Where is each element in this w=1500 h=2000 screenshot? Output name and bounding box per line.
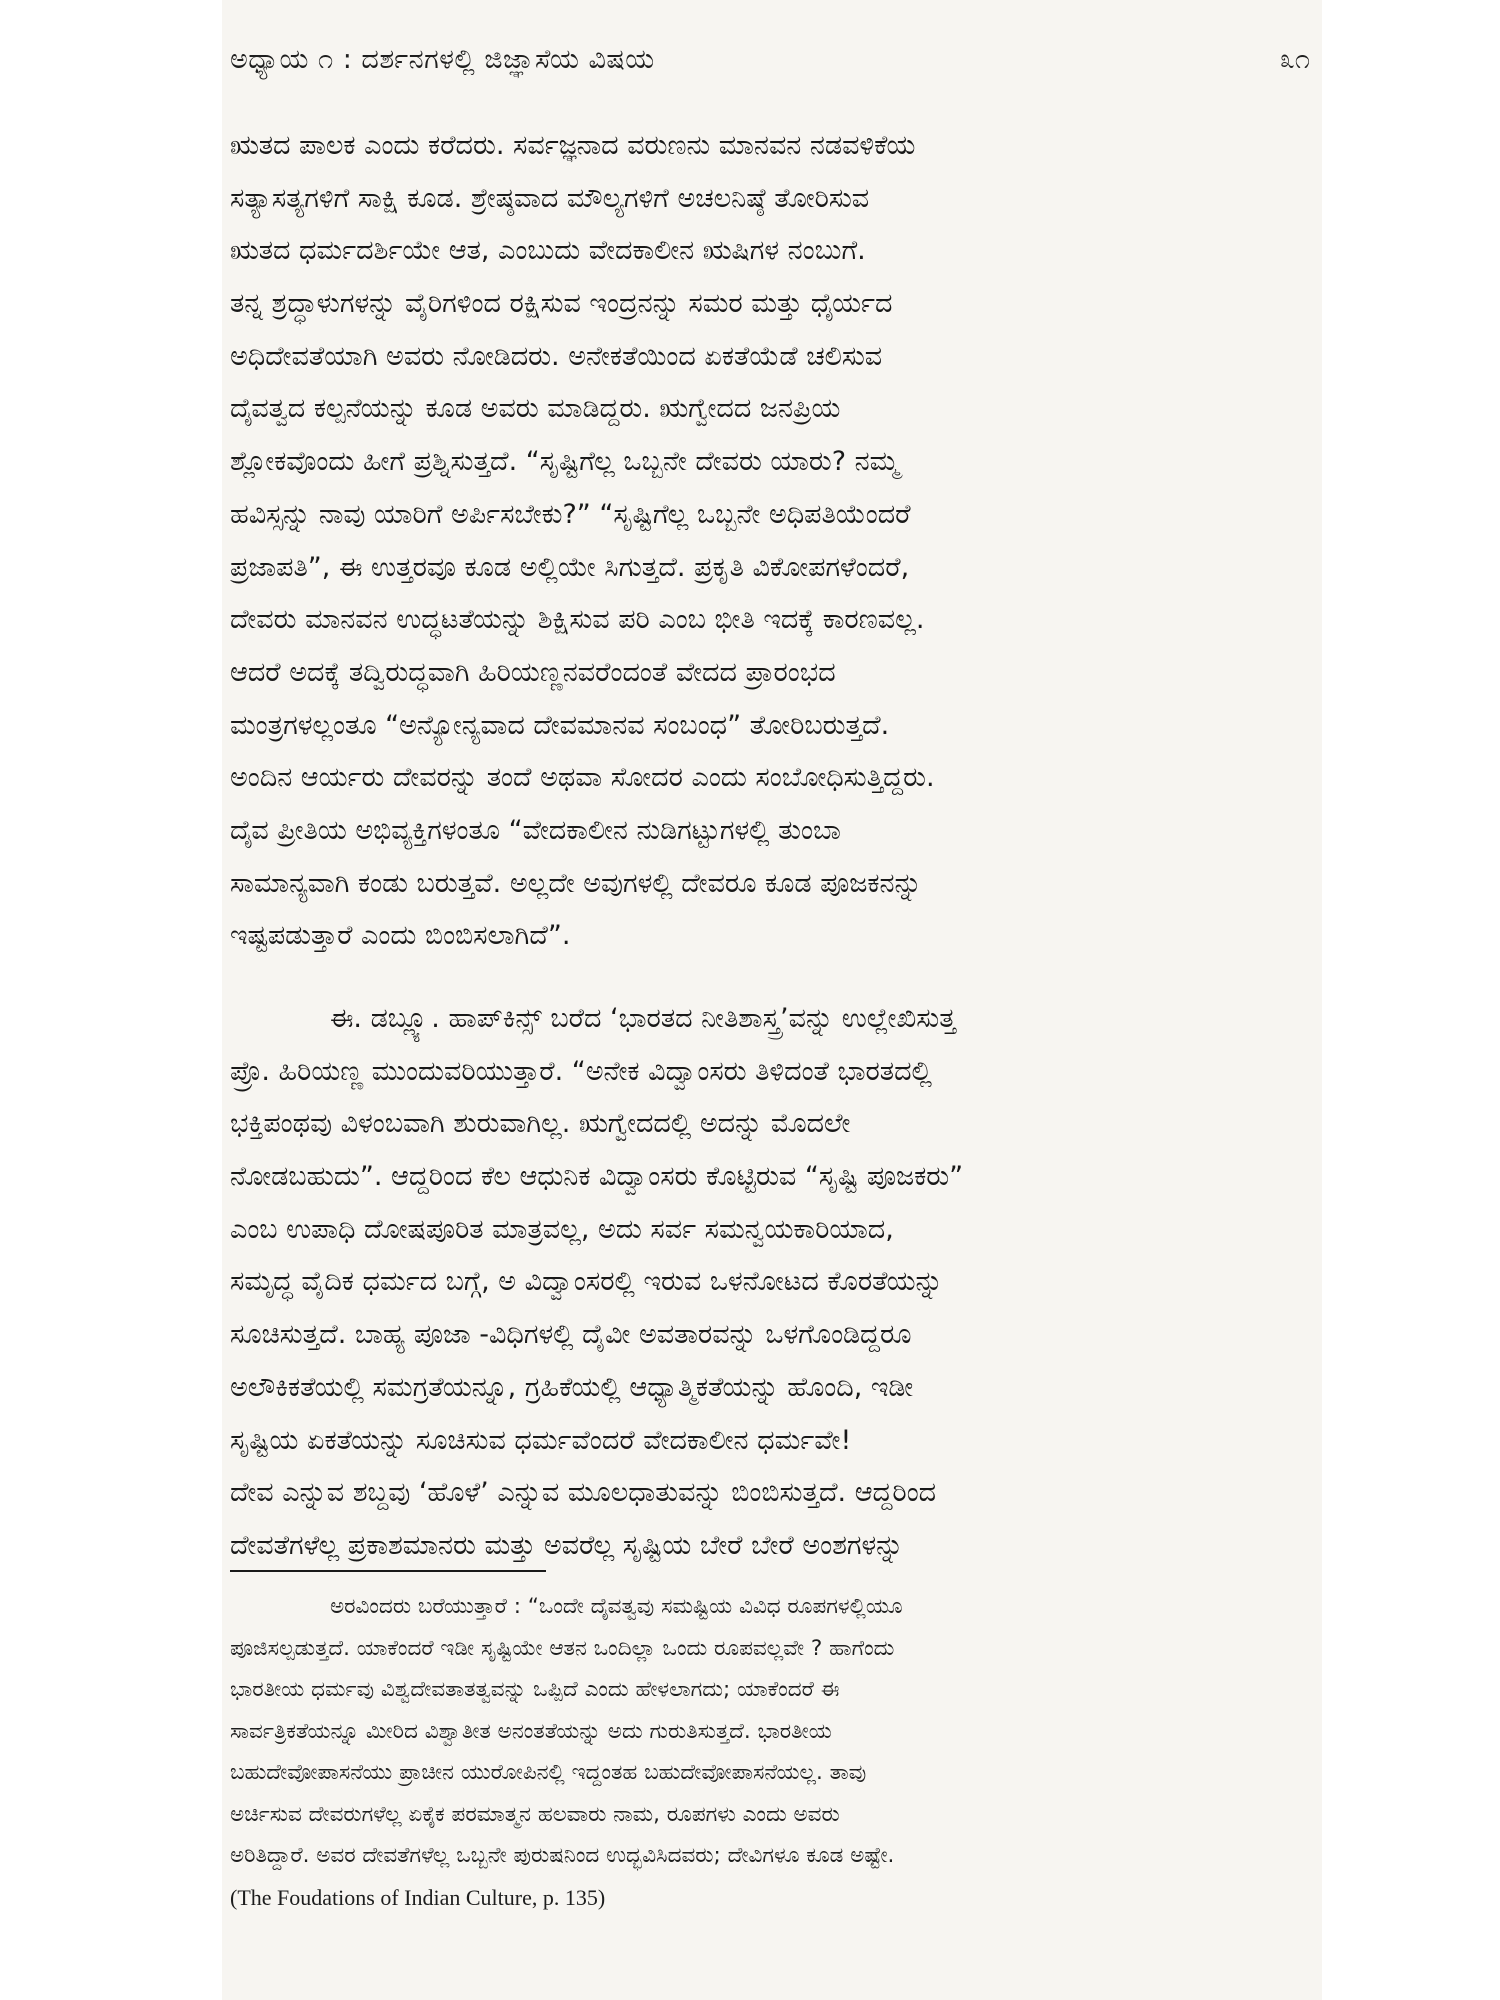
text-line: ಶ್ಲೋಕವೊಂದು ಹೀಗೆ ಪ್ರಶ್ನಿಸುತ್ತದೆ. “ಸೃಷ್ಟಿಗೆಲ್ಲ ಒಬ್ಬನೇ ದೇವರು ಯಾರು? ನಮ್ಮ (230, 446, 899, 478)
footnote-line: ಬಹುದೇವೋಪಾಸನೆಯು ಪ್ರಾಚೀನ ಯುರೋಪಿನಲ್ಲಿ ಇದ್ದಂತಹ ಬಹುದೇವೋಪಾಸನೆಯಲ್ಲ. ತಾವು (230, 1760, 867, 1785)
text-line: ಹವಿಸ್ಸನ್ನು ನಾವು ಯಾರಿಗೆ ಅರ್ಪಿಸಬೇಕು?” “ಸೃಷ್ಟಿಗೆಲ್ಲ ಒಬ್ಬನೇ ಅಧಿಪತಿಯೆಂದರೆ (230, 498, 911, 530)
footnote-line: ಅರವಿಂದರು ಬರೆಯುತ್ತಾರೆ : “ಒಂದೇ ದೈವತ್ವವು ಸಮಷ್ಟಿಯ ವಿವಿಧ ರೂಪಗಳಲ್ಲಿಯೂ (330, 1594, 903, 1619)
text-line: ಸಾಮಾನ್ಯವಾಗಿ ಕಂಡು ಬರುತ್ತವೆ. ಅಲ್ಲದೇ ಅವುಗಳಲ್ಲಿ ದೇವರೂ ಕೂಡ ಪೂಜಕನನ್ನು (230, 867, 922, 899)
text-line: ದೇವರು ಮಾನವನ ಉದ್ಧಟತೆಯನ್ನು ಶಿಕ್ಷಿಸುವ ಪರಿ ಎಂಬ ಭೀತಿ ಇದಕ್ಕೆ ಕಾರಣವಲ್ಲ. (230, 604, 925, 636)
footnote-line: ಭಾರತೀಯ ಧರ್ಮವು ವಿಶ್ವದೇವತಾತತ್ವವನ್ನು ಒಪ್ಪಿದೆ ಎಂದು ಹೇಳಲಾಗದು; ಯಾಕೆಂದರೆ ಈ (230, 1677, 840, 1702)
text-line: ಋತದ ಪಾಲಕ ಎಂದು ಕರೆದರು. ಸರ್ವಜ್ಞನಾದ ವರುಣನು ಮಾನವನ ನಡವಳಿಕೆಯ (230, 130, 916, 161)
paragraph-1 (230, 120, 1315, 963)
text-line: ಭಕ್ತಿಪಂಥವು ವಿಳಂಬವಾಗಿ ಶುರುವಾಗಿಲ್ಲ. ಋಗ್ವೇದದಲ್ಲಿ ಅದನ್ನು ಮೊದಲೇ (230, 1108, 851, 1140)
text-line: ಇಷ್ಟಪಡುತ್ತಾರೆ ಎಂದು ಬಿಂಬಿಸಲಾಗಿದೆ”. (230, 920, 571, 952)
footnote-divider (230, 1570, 546, 1572)
chapter-title: ಅಧ್ಯಾಯ ೧ : ದರ್ಶನಗಳಲ್ಲಿ ಜಿಜ್ಞಾಸೆಯ ವಿಷಯ (230, 44, 655, 75)
text-line: ಸೂಚಿಸುತ್ತದೆ. ಬಾಹ್ಯ ಪೂಜಾ -ವಿಧಿಗಳಲ್ಲಿ ದೈವೀ ಅವತಾರವನ್ನು ಒಳಗೊಂಡಿದ್ದರೂ (230, 1319, 912, 1351)
citation: (The Foudations of Indian Culture, p. 135) (230, 1884, 606, 1910)
paragraph-gap (230, 963, 1315, 993)
text-line: ಅಂದಿನ ಆರ್ಯರು ದೇವರನ್ನು ತಂದೆ ಅಥವಾ ಸೋದರ ಎಂದು ಸಂಬೋಧಿಸುತ್ತಿದ್ದರು. (230, 762, 935, 794)
text-line: ಪ್ರಜಾಪತಿ”, ಈ ಉತ್ತರವೂ ಕೂಡ ಅಲ್ಲಿಯೇ ಸಿಗುತ್ತದೆ. ಪ್ರಕೃತಿ ವಿಕೋಪಗಳೆಂದರೆ, (230, 551, 910, 583)
text-line: ಅಲೌಕಿಕತೆಯಲ್ಲಿ ಸಮಗ್ರತೆಯನ್ನೂ, ಗ್ರಹಿಕೆಯಲ್ಲಿ ಆಧ್ಯಾತ್ಮಿಕತೆಯನ್ನು ಹೊಂದಿ, ಇಡೀ (230, 1371, 914, 1403)
running-header (222, 44, 1322, 104)
footnote-line: ಅರ್ಚಿಸುವ ದೇವರುಗಳೆಲ್ಲ ಏಕೈಕ ಪರಮಾತ್ಮನ ಹಲವಾರು ನಾಮ, ರೂಪಗಳು ಎಂದು ಅವರು (230, 1801, 840, 1827)
text-line: ದೇವತೆಗಳೆಲ್ಲ ಪ್ರಕಾಶಮಾನರು ಮತ್ತು ಅವರೆಲ್ಲ ಸೃಷ್ಟಿಯ ಬೇರೆ ಬೇರೆ ಅಂಶಗಳನ್ನು (230, 1529, 904, 1561)
text-line: ಋತದ ಧರ್ಮದರ್ಶಿಯೇ ಆತ, ಎಂಬುದು ವೇದಕಾಲೀನ ಋಷಿಗಳ ನಂಬುಗೆ. (230, 235, 866, 267)
book-page (222, 0, 1322, 2000)
footnote-line: ಅರಿತಿದ್ದಾರೆ. ಅವರ ದೇವತೆಗಳೆಲ್ಲ ಒಬ್ಬನೇ ಪುರುಷನಿಂದ ಉದ್ಭವಿಸಿದವರು; ದೇವಿಗಳೂ ಕೂಡ ಅಷ್ಟೇ. (230, 1843, 895, 1868)
page-number: ೩೧ (1279, 44, 1310, 75)
text-line: ಪ್ರೊ. ಹಿರಿಯಣ್ಣ ಮುಂದುವರಿಯುತ್ತಾರೆ. “ಅನೇಕ ವಿದ್ವಾಂಸರು ತಿಳಿದಂತೆ ಭಾರತದಲ್ಲಿ (230, 1055, 932, 1087)
paragraph-2 (230, 993, 1315, 1573)
main-text (230, 120, 1315, 1573)
text-line: ದೇವ ಎನ್ನುವ ಶಬ್ದವು ‘ಹೊಳೆ’ ಎನ್ನುವ ಮೂಲಧಾತುವನ್ನು ಬಿಂಬಿಸುತ್ತದೆ. ಆದ್ದರಿಂದ (230, 1477, 937, 1509)
text-line: ನೋಡಬಹುದು”. ಆದ್ದರಿಂದ ಕೆಲ ಆಧುನಿಕ ವಿದ್ವಾಂಸರು ಕೊಟ್ಟಿರುವ “ಸೃಷ್ಟಿ ಪೂಜಕರು” (230, 1161, 964, 1193)
text-line: ಮಂತ್ರಗಳಲ್ಲಂತೂ “ಅನ್ಯೋನ್ಯವಾದ ದೇವಮಾನವ ಸಂಬಂಧ” ತೋರಿಬರುತ್ತದೆ. (230, 709, 890, 741)
text-line: ಎಂಬ ಉಪಾಧಿ ದೋಷಪೂರಿತ ಮಾತ್ರವಲ್ಲ, ಅದು ಸರ್ವ ಸಮನ್ವಯಕಾರಿಯಾದ, (230, 1213, 894, 1245)
text-line: ಈ. ಡಬ್ಲ್ಯೂ. ಹಾಪ್‌ಕಿನ್ಸ್ ಬರೆದ ‘ಭಾರತದ ನೀತಿಶಾಸ್ತ್ರ’ವನ್ನು ಉಲ್ಲೇಖಿಸುತ್ತ (330, 1003, 956, 1034)
text-line: ದೈವತ್ವದ ಕಲ್ಪನೆಯನ್ನು ಕೂಡ ಅವರು ಮಾಡಿದ್ದರು. ಋಗ್ವೇದದ ಜನಪ್ರಿಯ (230, 393, 841, 425)
footnote-line: ಸಾರ್ವತ್ರಿಕತೆಯನ್ನೂ ಮೀರಿದ ವಿಶ್ವಾತೀತ ಅನಂತತೆಯನ್ನು ಅದು ಗುರುತಿಸುತ್ತದೆ. ಭಾರತೀಯ (230, 1718, 832, 1744)
text-line: ಆದರೆ ಅದಕ್ಕೆ ತದ್ವಿರುದ್ಧವಾಗಿ ಹಿರಿಯಣ್ಣನವರೆಂದಂತೆ ವೇದದ ಪ್ರಾರಂಭದ (230, 656, 836, 688)
footnote-line: ಪೂಜಿಸಲ್ಪಡುತ್ತದೆ. ಯಾಕೆಂದರೆ ಇಡೀ ಸೃಷ್ಟಿಯೇ ಆತನ ಒಂದಿಲ್ಲಾ ಒಂದು ರೂಪವಲ್ಲವೇ ? ಹಾಗೆಂದು (230, 1635, 895, 1661)
text-line: ಅಧಿದೇವತೆಯಾಗಿ ಅವರು ನೋಡಿದರು. ಅನೇಕತೆಯಿಂದ ಏಕತೆಯೆಡೆ ಚಲಿಸುವ (230, 340, 883, 372)
text-line: ಸಮೃದ್ಧ ವೈದಿಕ ಧರ್ಮದ ಬಗ್ಗೆ, ಅ ವಿದ್ವಾಂಸರಲ್ಲಿ ಇರುವ ಒಳನೋಟದ ಕೊರತೆಯನ್ನು (230, 1266, 943, 1298)
text-line: ಸತ್ಯಾಸತ್ಯಗಳಿಗೆ ಸಾಕ್ಷಿ ಕೂಡ. ಶ್ರೇಷ್ಠವಾದ ಮೌಲ್ಯಗಳಿಗೆ ಅಚಲನಿಷ್ಠೆ ತೋರಿಸುವ (230, 182, 870, 214)
text-line: ದೈವ ಪ್ರೀತಿಯ ಅಭಿವ್ಯಕ್ತಿಗಳಂತೂ “ವೇದಕಾಲೀನ ನುಡಿಗಟ್ಟುಗಳಲ್ಲಿ ತುಂಬಾ (230, 814, 841, 846)
text-line: ತನ್ನ ಶ್ರದ್ಧಾಳುಗಳನ್ನು ವೈರಿಗಳಿಂದ ರಕ್ಷಿಸುವ ಇಂದ್ರನನ್ನು ಸಮರ ಮತ್ತು ಧೈರ್ಯದ (230, 288, 893, 320)
text-line: ಸೃಷ್ಟಿಯ ಏಕತೆಯನ್ನು ಸೂಚಿಸುವ ಧರ್ಮವೆಂದರೆ ವೇದಕಾಲೀನ ಧರ್ಮವೇ! (230, 1424, 852, 1456)
footnote (230, 1586, 1315, 1918)
